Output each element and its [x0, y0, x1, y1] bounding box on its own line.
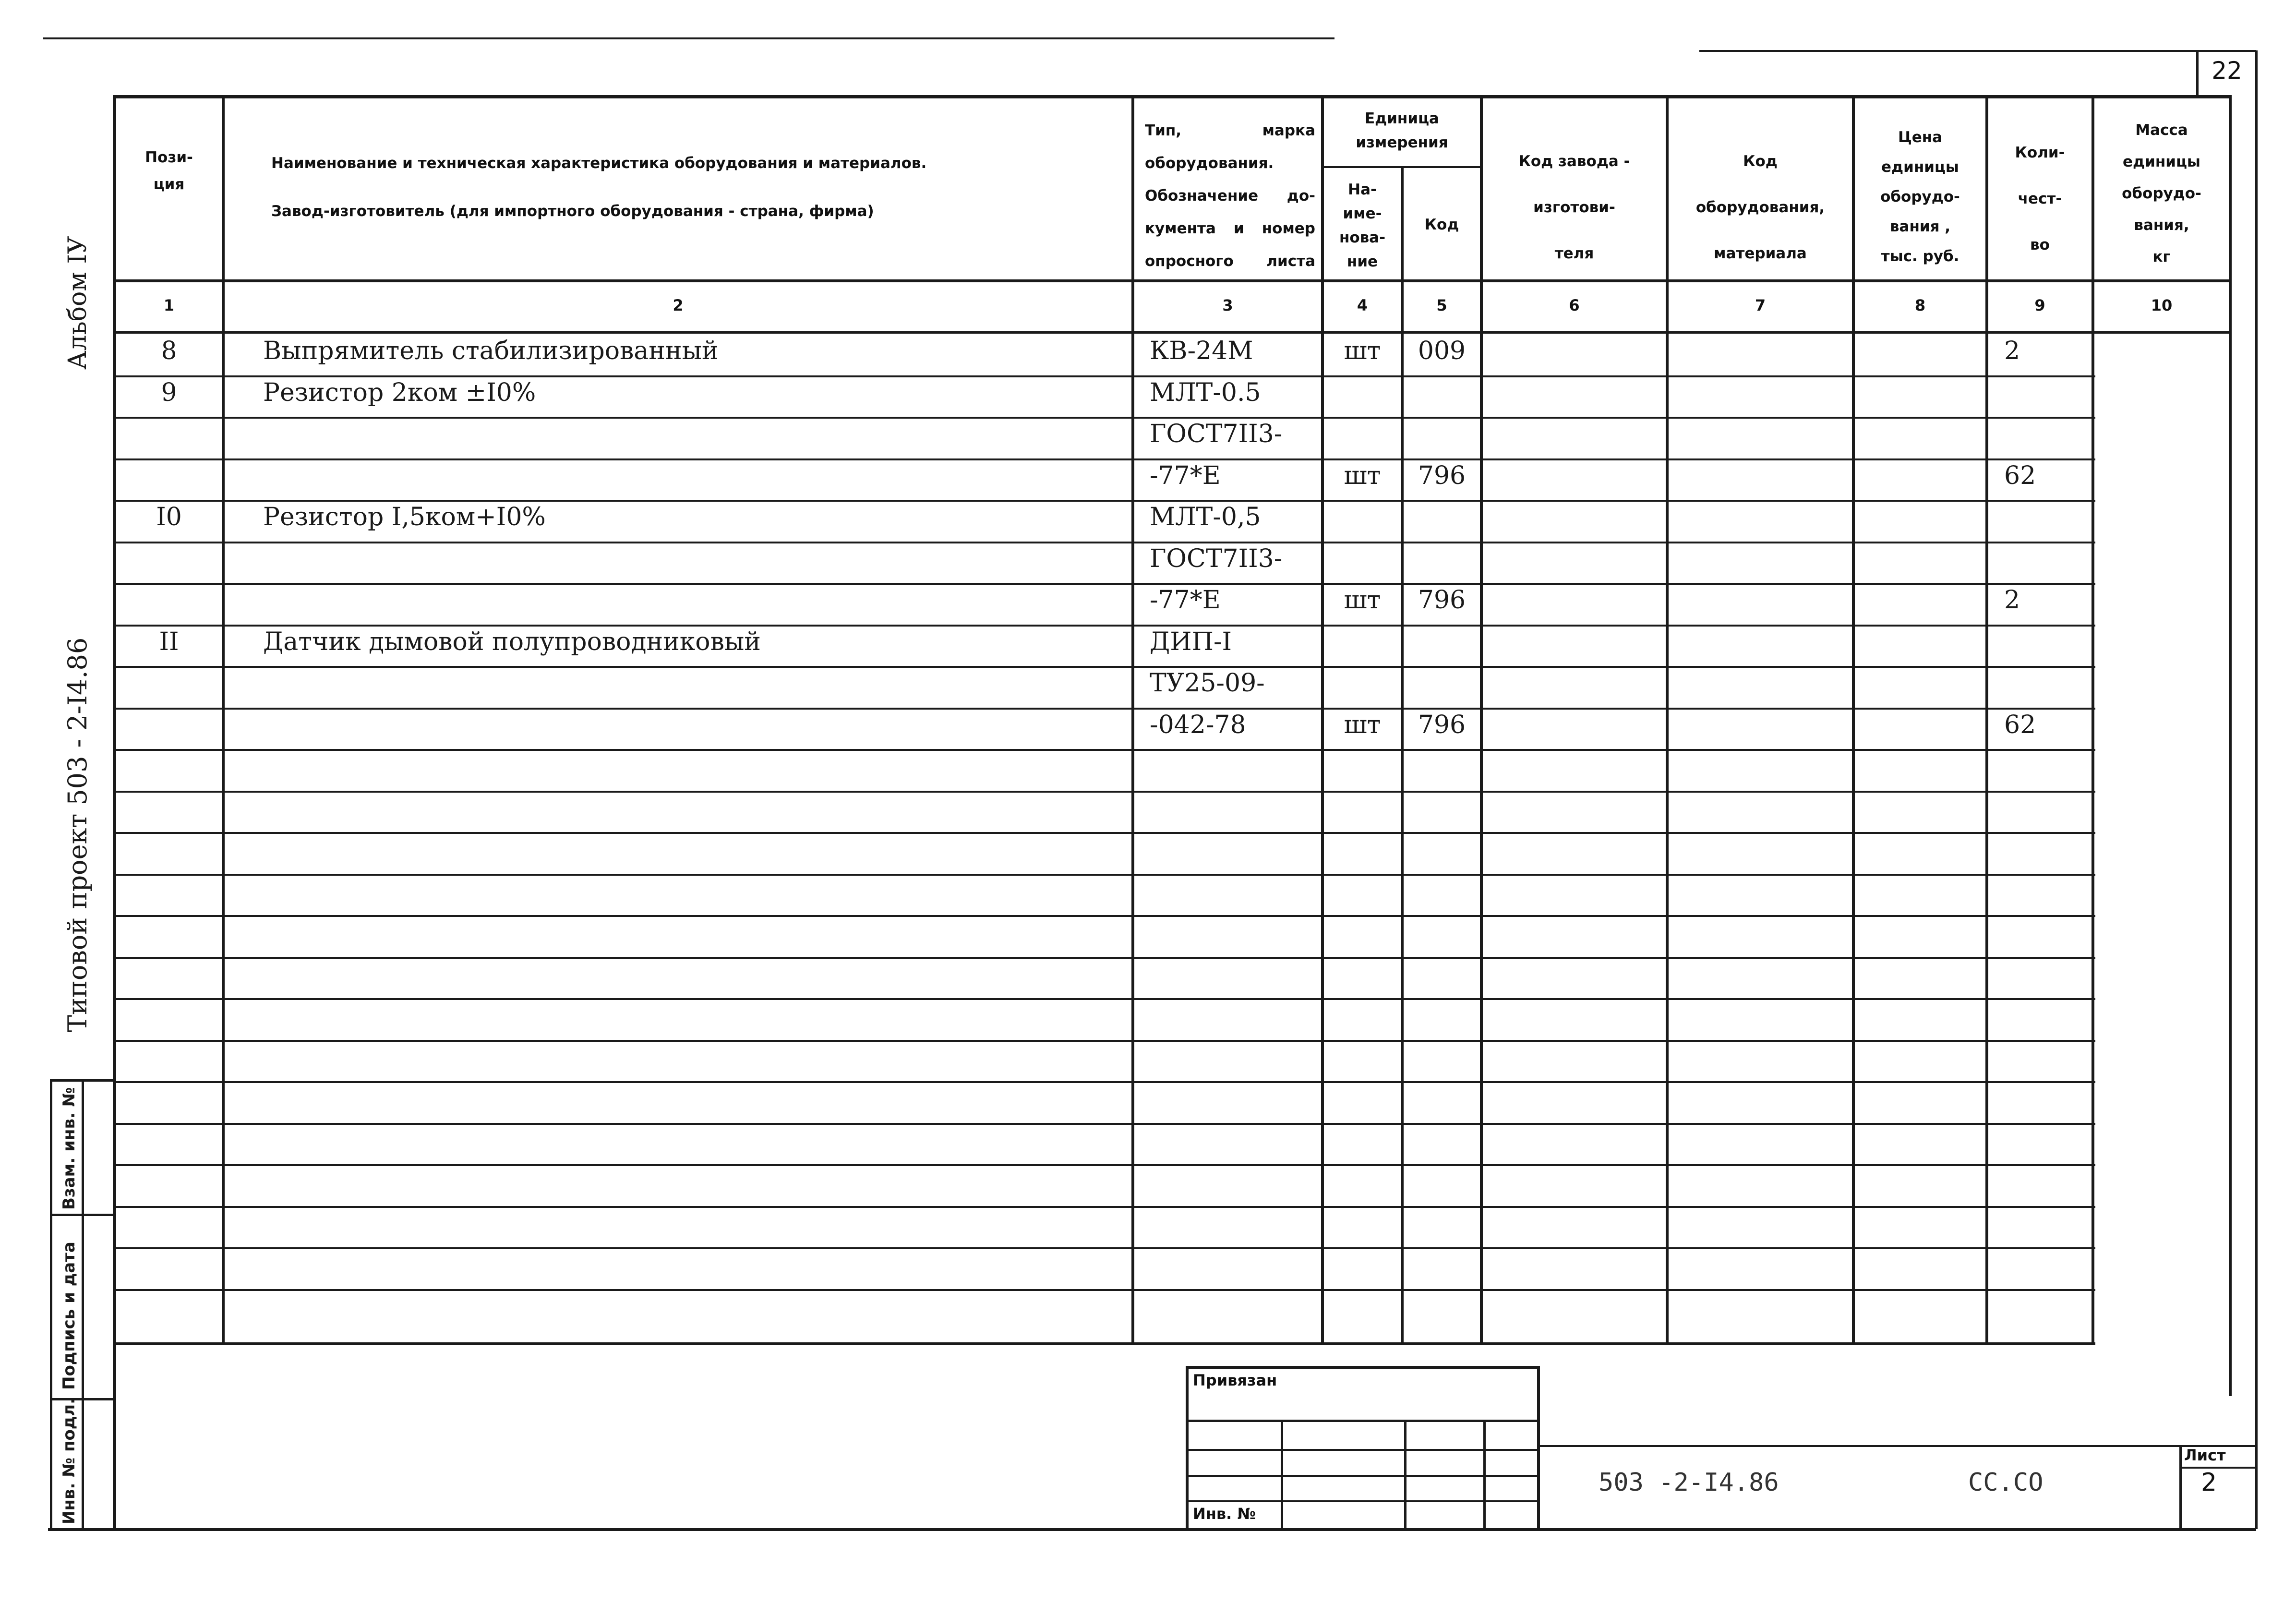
header-col3-l2: оборудования.	[1145, 155, 1274, 172]
col-number-2: 2	[673, 296, 684, 314]
header-col3-l4: кумента и номер	[1145, 220, 1315, 237]
cell-quantity: 2	[2004, 337, 2020, 365]
cell-type: -77*Е	[1150, 586, 1221, 615]
side-strip-left	[50, 1079, 52, 1531]
row-line	[113, 708, 2095, 710]
col-number-5: 5	[1436, 296, 1447, 314]
cell-name: Датчик дымовой полупроводниковый	[263, 627, 761, 656]
header-col1-l2: ция	[153, 176, 185, 193]
row-line	[113, 832, 2095, 834]
row-line	[113, 1247, 2095, 1249]
stamp-top	[1186, 1366, 1540, 1369]
header-col7-l3: материала	[1714, 245, 1807, 262]
header-col10-l1: Масса	[2135, 121, 2188, 139]
cell-code: 796	[1418, 586, 1466, 615]
header-col3-l5: опросного листа	[1145, 253, 1315, 270]
row-line	[113, 1164, 2095, 1166]
stamp-col1	[1281, 1420, 1283, 1529]
vzam-label: Взам. инв. №	[60, 1087, 79, 1210]
header-col10-l4: вания,	[2134, 217, 2189, 234]
col-number-6: 6	[1569, 296, 1580, 314]
cell-quantity: 62	[2004, 461, 2036, 490]
cell-type: -042-78	[1150, 711, 1246, 739]
inv-podl-label: Инв. № подл.	[60, 1398, 79, 1524]
cell-position: I0	[156, 503, 182, 531]
project-label: Типовой проект 503 - 2-I4.86	[62, 637, 93, 1032]
header-col6-l2: изготови-	[1533, 199, 1615, 216]
row-line	[113, 458, 2095, 460]
page-frame-bottom	[48, 1528, 2256, 1531]
cell-quantity: 62	[2004, 711, 2036, 739]
doc-code: 503 -2-I4.86	[1599, 1468, 1779, 1497]
row-line	[113, 1123, 2095, 1125]
side-strip-right	[82, 1079, 84, 1531]
header-col8-l4: вания ,	[1889, 218, 1951, 235]
cell-unit: шт	[1344, 337, 1381, 365]
cell-type: ДИП-I	[1150, 627, 1232, 656]
header-col3-l1: Тип, марка	[1145, 122, 1315, 139]
row-line	[113, 749, 2095, 751]
doc-box-sheet-mid	[2179, 1467, 2258, 1469]
stamp-inv-no: Инв. №	[1193, 1505, 1256, 1523]
album-label: Альбом IУ	[63, 236, 92, 370]
stamp-row3	[1186, 1475, 1540, 1477]
sheet-number: 2	[2201, 1468, 2217, 1497]
header-col10-l2: единицы	[2123, 153, 2200, 170]
row-line	[113, 1040, 2095, 1042]
header-col10-l3: оборудо-	[2122, 185, 2201, 202]
row-line	[113, 874, 2095, 876]
row-line	[113, 957, 2095, 959]
cell-name: Резистор 2ком ±I0%	[263, 378, 536, 407]
row-line	[113, 791, 2095, 793]
side-strip-div1	[50, 1214, 115, 1216]
row-line	[113, 1206, 2095, 1208]
header-col8-l3: оборудо-	[1880, 188, 1960, 205]
header-unit-l1: Единица	[1365, 110, 1439, 127]
stamp-right	[1537, 1366, 1540, 1529]
row-line	[113, 998, 2095, 1000]
cell-position: II	[159, 627, 179, 656]
header-col8-l1: Цена	[1898, 129, 1943, 146]
cell-type: ГОСТ7II3-	[1150, 544, 1283, 573]
cell-name: Резистор I,5ком+I0%	[263, 503, 546, 531]
doc-suffix: СС.СО	[1968, 1468, 2044, 1497]
table-body-bottom	[113, 1342, 2095, 1345]
cell-type: ТУ25-09-	[1150, 669, 1265, 698]
row-line	[113, 1081, 2095, 1083]
doc-box-top	[1540, 1445, 2258, 1447]
header-col8-l2: единицы	[1881, 158, 1959, 176]
cell-code: 009	[1418, 337, 1466, 365]
header-col6-l1: Код завода -	[1518, 153, 1630, 170]
cell-code: 796	[1418, 711, 1466, 739]
col-number-8: 8	[1914, 296, 1926, 314]
header-col2-l1: Наименование и техническая характеристика оборудования и материалов.	[271, 155, 927, 172]
header-col7-l2: оборудования,	[1695, 199, 1825, 216]
sheet-label: Лист	[2184, 1446, 2226, 1464]
row-line	[113, 417, 2095, 419]
header-col9-l2: чест-	[2018, 190, 2062, 207]
stamp-left	[1186, 1366, 1189, 1529]
stamp-col2	[1404, 1420, 1406, 1529]
col-number-10: 10	[2151, 296, 2173, 314]
stamp-row2	[1186, 1449, 1540, 1451]
cell-type: МЛТ-0,5	[1150, 503, 1261, 531]
stamp-privyazan: Привязан	[1193, 1371, 1277, 1389]
stamp-col3	[1483, 1420, 1486, 1529]
header-col9-l3: во	[2030, 236, 2050, 253]
side-strip-top	[50, 1079, 115, 1082]
col-number-3: 3	[1222, 296, 1233, 314]
cell-position: 9	[161, 378, 177, 407]
cell-type: МЛТ-0.5	[1150, 378, 1261, 407]
header-col4-l3: нова-	[1339, 229, 1386, 246]
header-col10-l5: кг	[2152, 248, 2171, 265]
header-col2-l2: Завод-изготовитель (для импортного оборудования - страна, фирма)	[271, 203, 874, 220]
cell-type: КВ-24М	[1150, 337, 1253, 365]
row-line	[113, 666, 2095, 668]
header-col6-l3: теля	[1554, 245, 1594, 262]
cell-type: ГОСТ7II3-	[1150, 420, 1283, 448]
header-col4-l4: ние	[1346, 253, 1378, 270]
cell-type: -77*Е	[1150, 461, 1221, 490]
header-col5: Код	[1424, 216, 1459, 233]
col-number-7: 7	[1755, 296, 1766, 314]
cell-position: 8	[161, 337, 177, 365]
row-line	[113, 1289, 2095, 1291]
header-col7-l1: Код	[1743, 153, 1778, 170]
stamp-row4	[1186, 1500, 1540, 1502]
col-number-1: 1	[163, 296, 175, 314]
cell-name: Выпрямитель стабилизированный	[263, 337, 719, 365]
header-unit-l2: измерения	[1356, 134, 1448, 151]
row-line	[113, 583, 2095, 585]
stamp-row1	[1186, 1420, 1540, 1422]
header-col8-l5: тыс. руб.	[1881, 248, 1959, 265]
page-number: 22	[2212, 57, 2242, 84]
cell-unit: шт	[1344, 586, 1381, 615]
cell-quantity: 2	[2004, 586, 2020, 615]
col-number-4: 4	[1357, 296, 1368, 314]
header-col4-l1: На-	[1348, 181, 1377, 198]
cell-unit: шт	[1344, 461, 1381, 490]
row-line	[113, 542, 2095, 543]
cell-code: 796	[1418, 461, 1466, 490]
header-col3-l3: Обозначение до-	[1145, 187, 1315, 205]
col-number-9: 9	[2034, 296, 2045, 314]
header-col9-l1: Коли-	[2015, 144, 2065, 161]
header-col1-l1: Пози-	[145, 149, 193, 166]
doc-box-sheet-left	[2179, 1445, 2182, 1531]
cell-unit: шт	[1344, 711, 1381, 739]
header-col4-l2: име-	[1343, 205, 1382, 222]
row-line	[113, 915, 2095, 917]
podpis-label: Подпись и дата	[60, 1242, 79, 1390]
